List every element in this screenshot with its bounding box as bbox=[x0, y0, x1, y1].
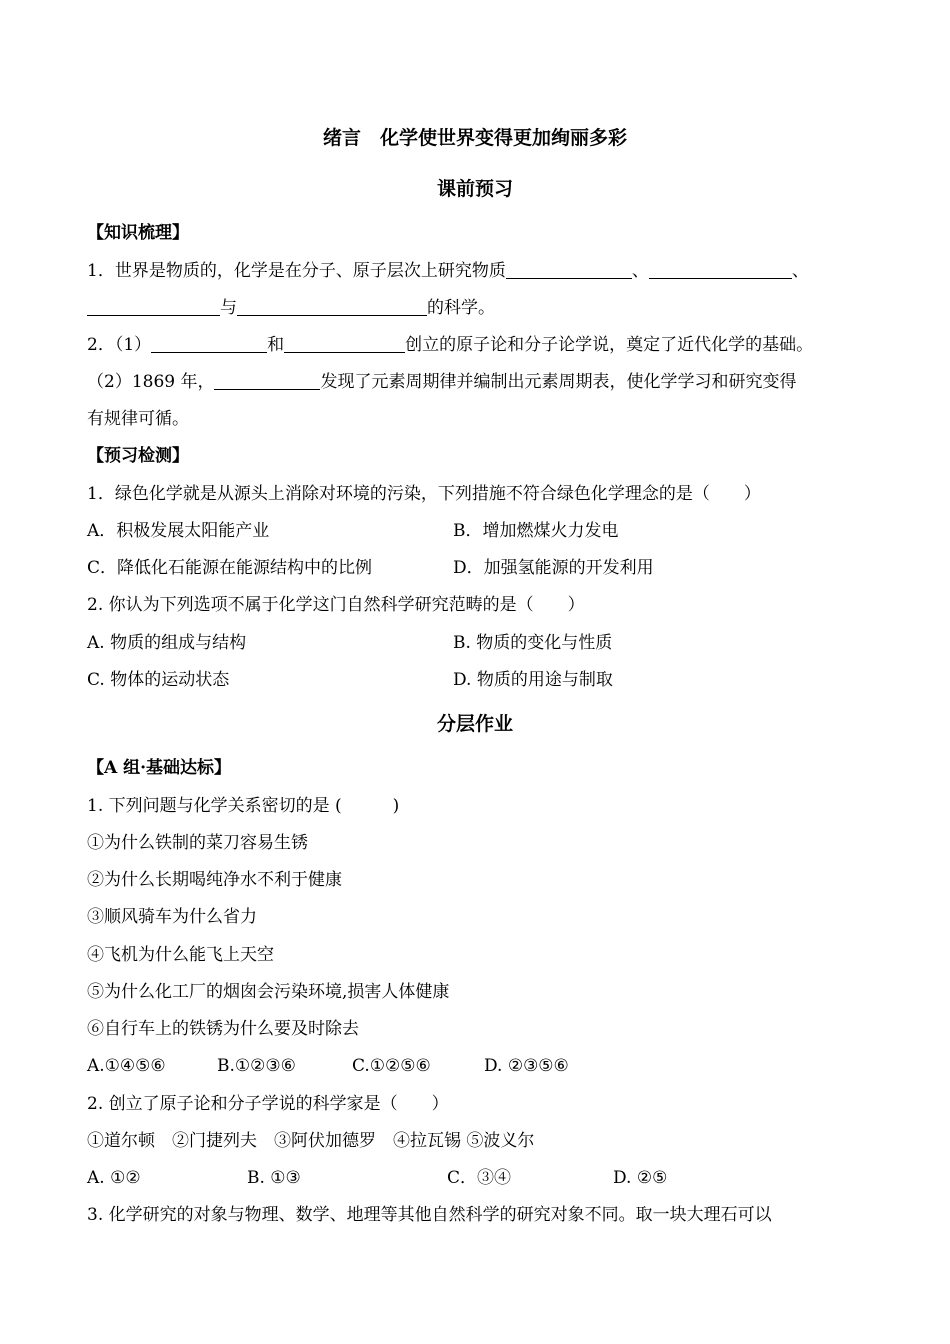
answer-blank[interactable] bbox=[649, 261, 792, 279]
preview-q2: 2. 你认为下列选项不属于化学这门自然科学研究范畴的是（ ） bbox=[87, 595, 585, 615]
option-b[interactable]: B. 物质的变化与性质 bbox=[453, 633, 613, 653]
knowledge-q2-line1: 2．（1） 和 创立的原子论和分子论学说，奠定了近代化学的基础。 bbox=[87, 335, 814, 355]
option-b[interactable]: B. ①③ bbox=[247, 1168, 301, 1188]
group-a-q3: 3. 化学研究的对象与物理、数学、地理等其他自然科学的研究对象不同。取一块大理石可以 bbox=[87, 1205, 772, 1225]
option-b[interactable]: B．增加燃煤火力发电 bbox=[453, 521, 619, 541]
option-d[interactable]: D．加强氢能源的开发利用 bbox=[453, 558, 654, 578]
option-c[interactable]: C．降低化石能源在能源结构中的比例 bbox=[87, 558, 373, 578]
knowledge-q2-line3: 有规律可循。 bbox=[87, 409, 189, 429]
section-title-preview: 课前预习 bbox=[436, 178, 513, 200]
list-item: ①为什么铁制的菜刀容易生锈 bbox=[87, 833, 308, 853]
answer-blank[interactable] bbox=[506, 261, 632, 279]
answer-blank[interactable] bbox=[87, 298, 220, 316]
group-a-q2-items: ①道尔顿 ②门捷列夫 ③阿伏加德罗 ④拉瓦锡 ⑤波义尔 bbox=[87, 1131, 535, 1151]
answer-blank[interactable] bbox=[237, 298, 427, 316]
option-c[interactable]: C.①②⑤⑥ bbox=[352, 1056, 431, 1076]
knowledge-q1-line1: 1．世界是物质的，化学是在分子、原子层次上研究物质 、 、 bbox=[87, 261, 809, 281]
page-title: 绪言 化学使世界变得更加绚丽多彩 bbox=[322, 127, 627, 149]
answer-blank[interactable] bbox=[151, 335, 267, 353]
option-d[interactable]: D. ②③⑤⑥ bbox=[484, 1056, 569, 1076]
answer-blank[interactable] bbox=[214, 372, 320, 390]
option-d[interactable]: D. 物质的用途与制取 bbox=[453, 670, 613, 690]
group-a-heading: 【A 组·基础达标】 bbox=[87, 758, 232, 778]
answer-blank[interactable] bbox=[284, 335, 405, 353]
list-item: ④飞机为什么能飞上天空 bbox=[87, 945, 274, 965]
option-d[interactable]: D. ②⑤ bbox=[613, 1168, 668, 1188]
preview-check-heading: 【预习检测】 bbox=[87, 446, 189, 466]
option-a[interactable]: A．积极发展太阳能产业 bbox=[87, 521, 270, 541]
option-a[interactable]: A. 物质的组成与结构 bbox=[87, 633, 247, 653]
list-item: ⑥自行车上的铁锈为什么要及时除去 bbox=[87, 1019, 359, 1039]
option-a[interactable]: A. ①② bbox=[87, 1168, 141, 1188]
list-item: ②为什么长期喝纯净水不利于健康 bbox=[87, 870, 342, 890]
option-c[interactable]: C．③④ bbox=[447, 1168, 512, 1188]
list-item: ③顺风骑车为什么省力 bbox=[87, 907, 257, 927]
option-b[interactable]: B.①②③⑥ bbox=[217, 1056, 296, 1076]
section-title-homework: 分层作业 bbox=[436, 713, 513, 735]
option-c[interactable]: C. 物体的运动状态 bbox=[87, 670, 230, 690]
knowledge-heading: 【知识梳理】 bbox=[87, 223, 189, 243]
option-a[interactable]: A.①④⑤⑥ bbox=[87, 1056, 166, 1076]
group-a-q2: 2. 创立了原子论和分子学说的科学家是（ ） bbox=[87, 1094, 449, 1114]
knowledge-q2-line2: （2）1869 年， 发现了元素周期律并编制出元素周期表，使化学学习和研究变得 bbox=[87, 372, 797, 392]
list-item: ⑤为什么化工厂的烟囱会污染环境,损害人体健康 bbox=[87, 982, 450, 1002]
preview-q1: 1．绿色化学就是从源头上消除对环境的污染，下列措施不符合绿色化学理念的是（ ） bbox=[87, 484, 761, 504]
group-a-q1: 1. 下列问题与化学关系密切的是 ( ) bbox=[87, 796, 400, 816]
knowledge-q1-line2: 与 的科学。 bbox=[87, 297, 864, 319]
